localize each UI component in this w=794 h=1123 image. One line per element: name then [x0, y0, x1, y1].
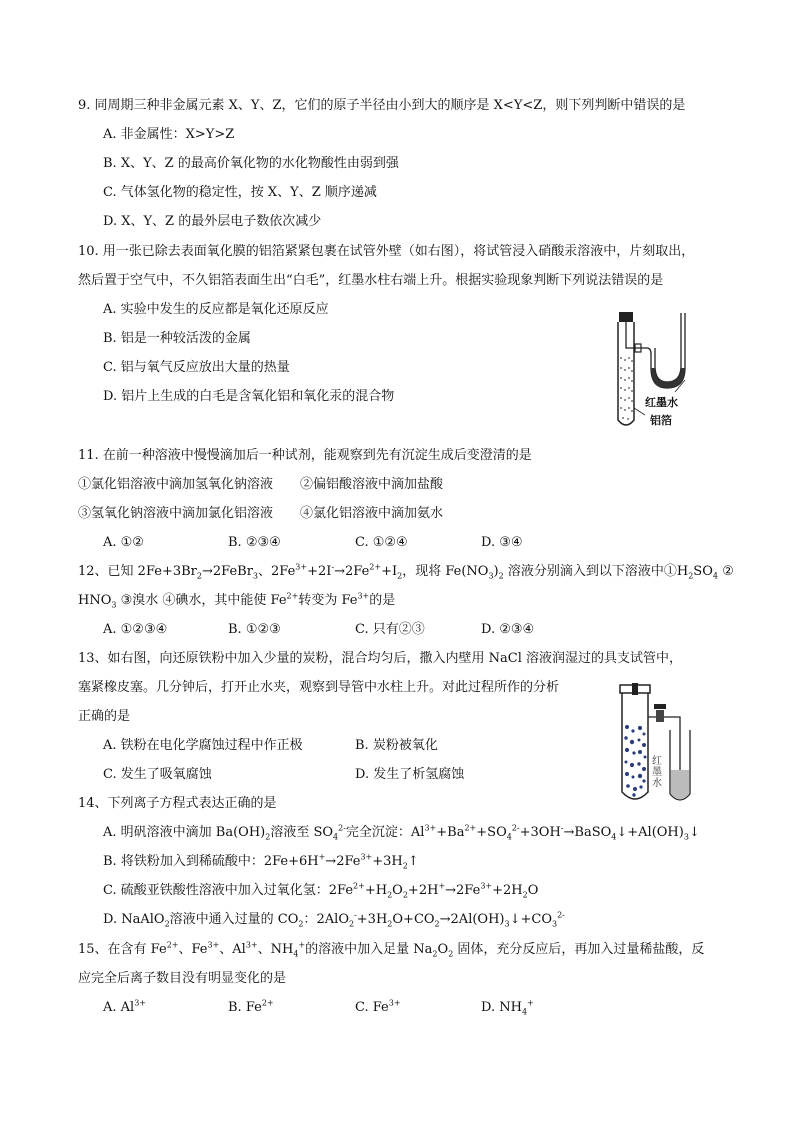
q14-option-a: A. 明矾溶液中滴加 $Ba(OH)_2$溶液至 $SO_4^{2-}$完全沉淀：$Al^{3+}+Ba^{2+}+SO_4^{2-}+3OH^-\to BaSO_4↓+Al(OH)_3↓$ — [103, 823, 700, 842]
q11-option-d: D. ③④ — [481, 535, 523, 550]
q12-stem-line2: $HNO_3$ ③溴水 ④碘水，其中能使 $Fe^{2+}$转变为 $Fe^{3+}$的是 — [78, 591, 396, 610]
q11-option-b: B. ②③④ — [228, 535, 281, 550]
q11-item-1: ①氯化铝溶液中滴加氢氧化钠溶液 — [78, 477, 274, 492]
q12-option-b: B. ①②③ — [228, 622, 281, 637]
q9-option-b: B. X、Y、Z 的最高价氧化物的水化物酸性由弱到强 — [103, 156, 399, 171]
q13-option-d: D. 发生了析氢腐蚀 — [355, 767, 465, 782]
q15-stem-line2: 应完全后离子数目没有明显变化的是 — [78, 971, 287, 986]
q14-option-d: D. NaAlO$_2$溶液中通入过量的 $CO_2$：$2AlO_2^-+3H_2O+CO_2\to 2Al(OH)_3↓+CO_3^{2-}$ — [103, 910, 565, 929]
q13-figure-label-ink: 红墨水 — [652, 756, 662, 789]
q13-option-a: A. 铁粉在电化学腐蚀过程中作正极 — [103, 738, 303, 753]
q10-option-b: B. 铝是一种较活泼的金属 — [103, 331, 251, 346]
q15-option-d: D. $NH_4^+$ — [481, 998, 534, 1017]
q11-stem: 11. 在前一种溶液中慢慢滴加后一种试剂，能观察到先有沉淀生成后变澄清的是 — [78, 448, 532, 463]
q15-option-c: C. $Fe^{3+}$ — [355, 998, 401, 1015]
q11-option-a: A. ①② — [103, 535, 144, 550]
q10-stem-line2: 然后置于空气中，不久铝箔表面生出“白毛”，红墨水柱右端上升。根据实验现象判断下列说法错误的是 — [78, 273, 664, 288]
q13-stem-line3: 正确的是 — [78, 709, 131, 724]
q11-item-2: ②偏铝酸溶液中滴加盐酸 — [300, 477, 444, 492]
q15-stem-line1: 15、在含有 $Fe^{2+}$、$Fe^{3+}$、$Al^{3+}$、$NH_4^+$的溶液中加入足量 $Na_2O_2$ 固体，充分反应后，再加入过量稀盐酸，反 — [78, 940, 705, 959]
q13-stem-line2: 塞紧橡皮塞。几分钟后，打开止水夹，观察到导管中水柱上升。对此过程所作的分析 — [78, 680, 560, 695]
q11-option-c: C. ①②④ — [355, 535, 408, 550]
q9-option-d: D. X、Y、Z 的最外层电子数依次减少 — [103, 214, 322, 229]
q13-option-b: B. 炭粉被氧化 — [355, 738, 438, 753]
q12-stem-line1: 12、已知 $2Fe+3Br_2\to 2FeBr_3$、$2Fe^{3+}+2I^-\to 2Fe^{2+}+I_2$，现将 $Fe(NO_3)_2$ 溶液分别滴入到以下溶液中$①H_2SO_4$ ② — [78, 562, 734, 581]
q9-stem: 9. 同周期三种非金属元素 X、Y、Z，它们的原子半径由小到大的顺序是 X<Y<Z，则下列判断中错误的是 — [78, 98, 686, 113]
q15-option-a: A. $Al^{3+}$ — [103, 998, 146, 1015]
q12-option-c: C. 只有②③ — [355, 622, 425, 637]
q15-option-b: B. $Fe^{2+}$ — [228, 998, 274, 1015]
q14-stem: 14、下列离子方程式表达正确的是 — [78, 796, 277, 811]
q12-option-d: D. ②③④ — [481, 622, 535, 637]
q10-stem-line1: 10. 用一张已除去表面氧化膜的铝箔紧紧包裹在试管外壁（如右图），将试管浸入硝酸汞溶液中，片刻取出， — [78, 244, 695, 259]
q10-option-d: D. 铝片上生成的白毛是含氧化铝和氧化汞的混合物 — [103, 389, 395, 404]
q13-stem-line1: 13、如右图，向还原铁粉中加入少量的炭粉，混合均匀后，撒入内壁用 NaCl 溶液润湿过的具支试管中， — [78, 651, 683, 666]
q9-option-a: A. 非金属性：X>Y>Z — [103, 127, 235, 142]
q14-option-b: B. 将铁粉加入到稀硫酸中：$2Fe+6H^+\to 2Fe^{3+}+3H_2↑$ — [103, 852, 419, 871]
q13-option-c: C. 发生了吸氧腐蚀 — [103, 767, 212, 782]
q10-option-c: C. 铝与氧气反应放出大量的热量 — [103, 360, 290, 375]
q11-item-4: ④氯化铝溶液中滴加氨水 — [300, 506, 444, 521]
q10-figure-label-ink: 红墨水 — [645, 396, 678, 409]
q10-figure-label-foil: 铝箔 — [650, 414, 672, 427]
q11-item-3: ③氢氧化钠溶液中滴加氯化铝溶液 — [78, 506, 274, 521]
q9-option-c: C. 气体氢化物的稳定性，按 X、Y、Z 顺序递减 — [103, 185, 377, 200]
q10-option-a: A. 实验中发生的反应都是氧化还原反应 — [103, 302, 329, 317]
q12-option-a: A. ①②③④ — [103, 622, 168, 637]
q14-option-c: C. 硫酸亚铁酸性溶液中加入过氧化氢：$2Fe^{2+}+H_2O_2+2H^+\to 2Fe^{3+}+2H_2O$ — [103, 881, 539, 900]
